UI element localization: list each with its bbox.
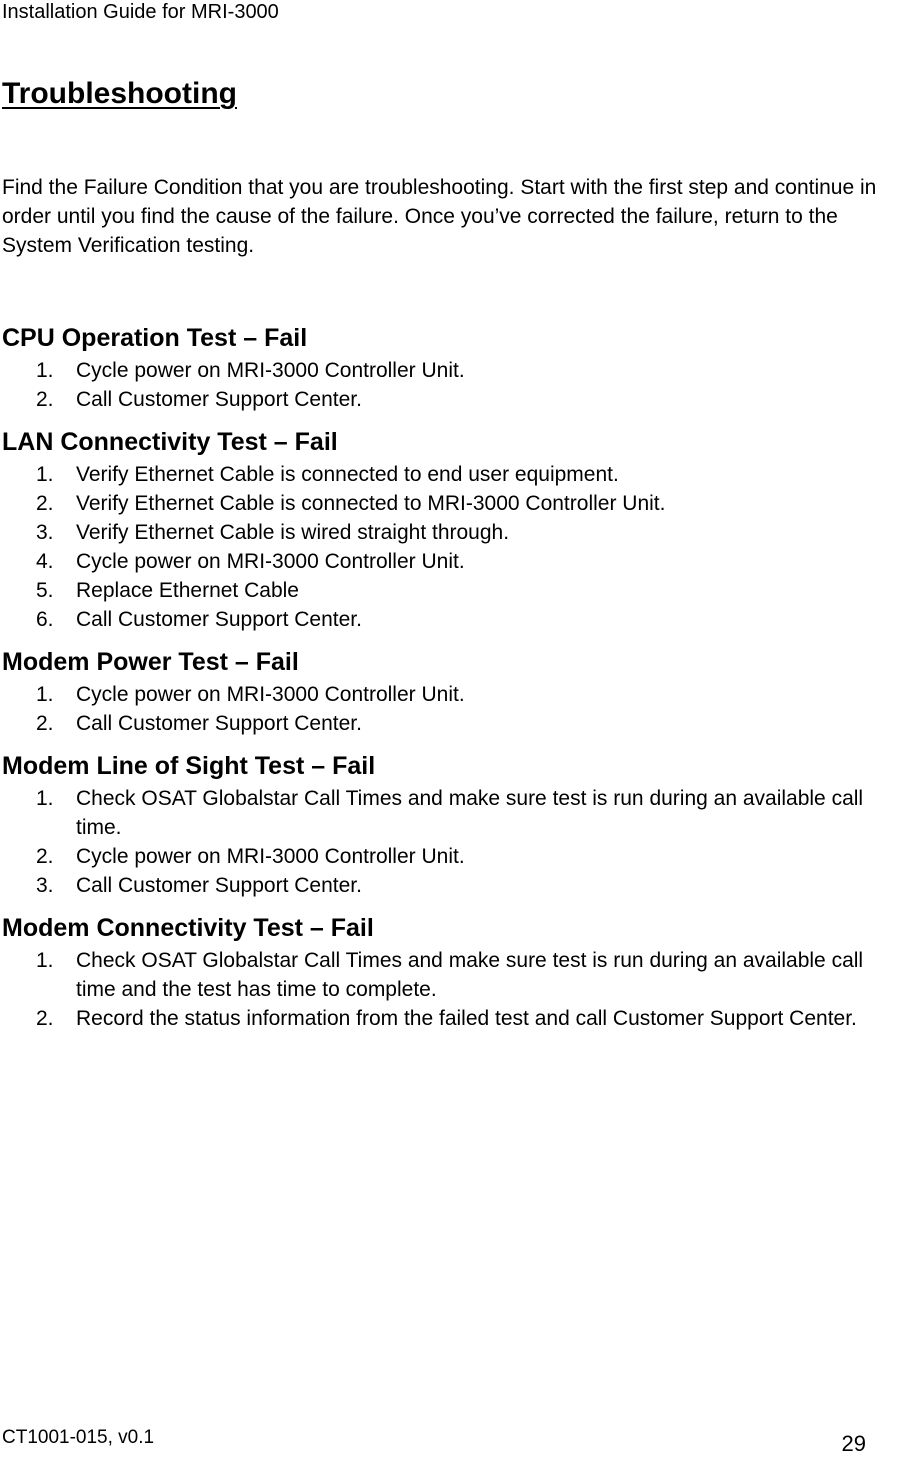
step-text: Verify Ethernet Cable is connected to end user equipment. [76,463,619,486]
page-number: 29 [841,1431,866,1456]
list-item [2,518,882,547]
step-number: 1. [36,949,54,972]
step-text: Call Customer Support Center. [76,388,362,411]
failure-section [2,646,882,738]
step-text: Cycle power on MRI-3000 Controller Unit. [76,550,465,573]
list-item [2,1004,882,1033]
step-text: Cycle power on MRI-3000 Controller Unit. [76,683,465,706]
failure-section [2,750,882,900]
step-text: Verify Ethernet Cable is wired straight through. [76,521,510,544]
step-text: Check OSAT Globalstar Call Times and make sure test is run during an available call time. [76,787,864,839]
step-list [2,946,882,1033]
step-list [2,460,882,634]
list-item [2,784,882,842]
step-number: 2. [36,388,54,411]
step-list [2,356,882,414]
failure-section [2,322,882,414]
step-text: Check OSAT Globalstar Call Times and make sure test is run during an available call time and the test has time to complete. [76,949,864,1001]
list-item [2,356,882,385]
list-item [2,576,882,605]
section-heading: Modem Connectivity Test – Fail [2,914,374,942]
step-number: 2. [36,845,54,868]
list-item [2,871,882,900]
step-list [2,680,882,738]
step-number: 1. [36,787,54,810]
step-number: 1. [36,463,54,486]
list-item [2,709,882,738]
section-heading: Modem Power Test – Fail [2,648,299,676]
step-number: 2. [36,492,54,515]
list-item [2,547,882,576]
step-number: 3. [36,874,54,897]
page-title: Troubleshooting [2,77,237,110]
step-number: 1. [36,359,54,382]
section-heading: Modem Line of Sight Test – Fail [2,752,376,780]
step-text: Cycle power on MRI-3000 Controller Unit. [76,845,465,868]
step-number: 2. [36,712,54,735]
step-text: Call Customer Support Center. [76,608,362,631]
list-item [2,605,882,634]
step-text: Replace Ethernet Cable [76,579,299,602]
step-number: 2. [36,1007,54,1030]
section-heading: CPU Operation Test – Fail [2,324,308,352]
failure-section [2,912,882,1033]
step-number: 1. [36,683,54,706]
list-item [2,680,882,709]
step-number: 5. [36,579,54,602]
step-text: Call Customer Support Center. [76,874,362,897]
intro-paragraph: Find the Failure Condition that you are troubleshooting. Start with the first step and continue in order until you find the cause of the failure. Once you’ve corrected the failure, return to the System Verification testing. [2,176,877,257]
step-text: Verify Ethernet Cable is connected to MRI-3000 Controller Unit. [76,492,666,515]
list-item [2,946,882,1004]
step-text: Call Customer Support Center. [76,712,362,735]
step-number: 3. [36,521,54,544]
step-text: Record the status information from the failed test and call Customer Support Center. [76,1007,857,1030]
step-text: Cycle power on MRI-3000 Controller Unit. [76,359,465,382]
list-item [2,385,882,414]
running-header: Installation Guide for MRI-3000 [2,1,279,23]
section-heading: LAN Connectivity Test – Fail [2,428,338,456]
list-item [2,489,882,518]
step-list [2,784,882,900]
troubleshooting-sections [2,322,882,1045]
step-number: 6. [36,608,54,631]
list-item [2,460,882,489]
failure-section [2,426,882,634]
document-id: CT1001-015, v0.1 [2,1427,155,1448]
list-item [2,842,882,871]
step-number: 4. [36,550,54,573]
